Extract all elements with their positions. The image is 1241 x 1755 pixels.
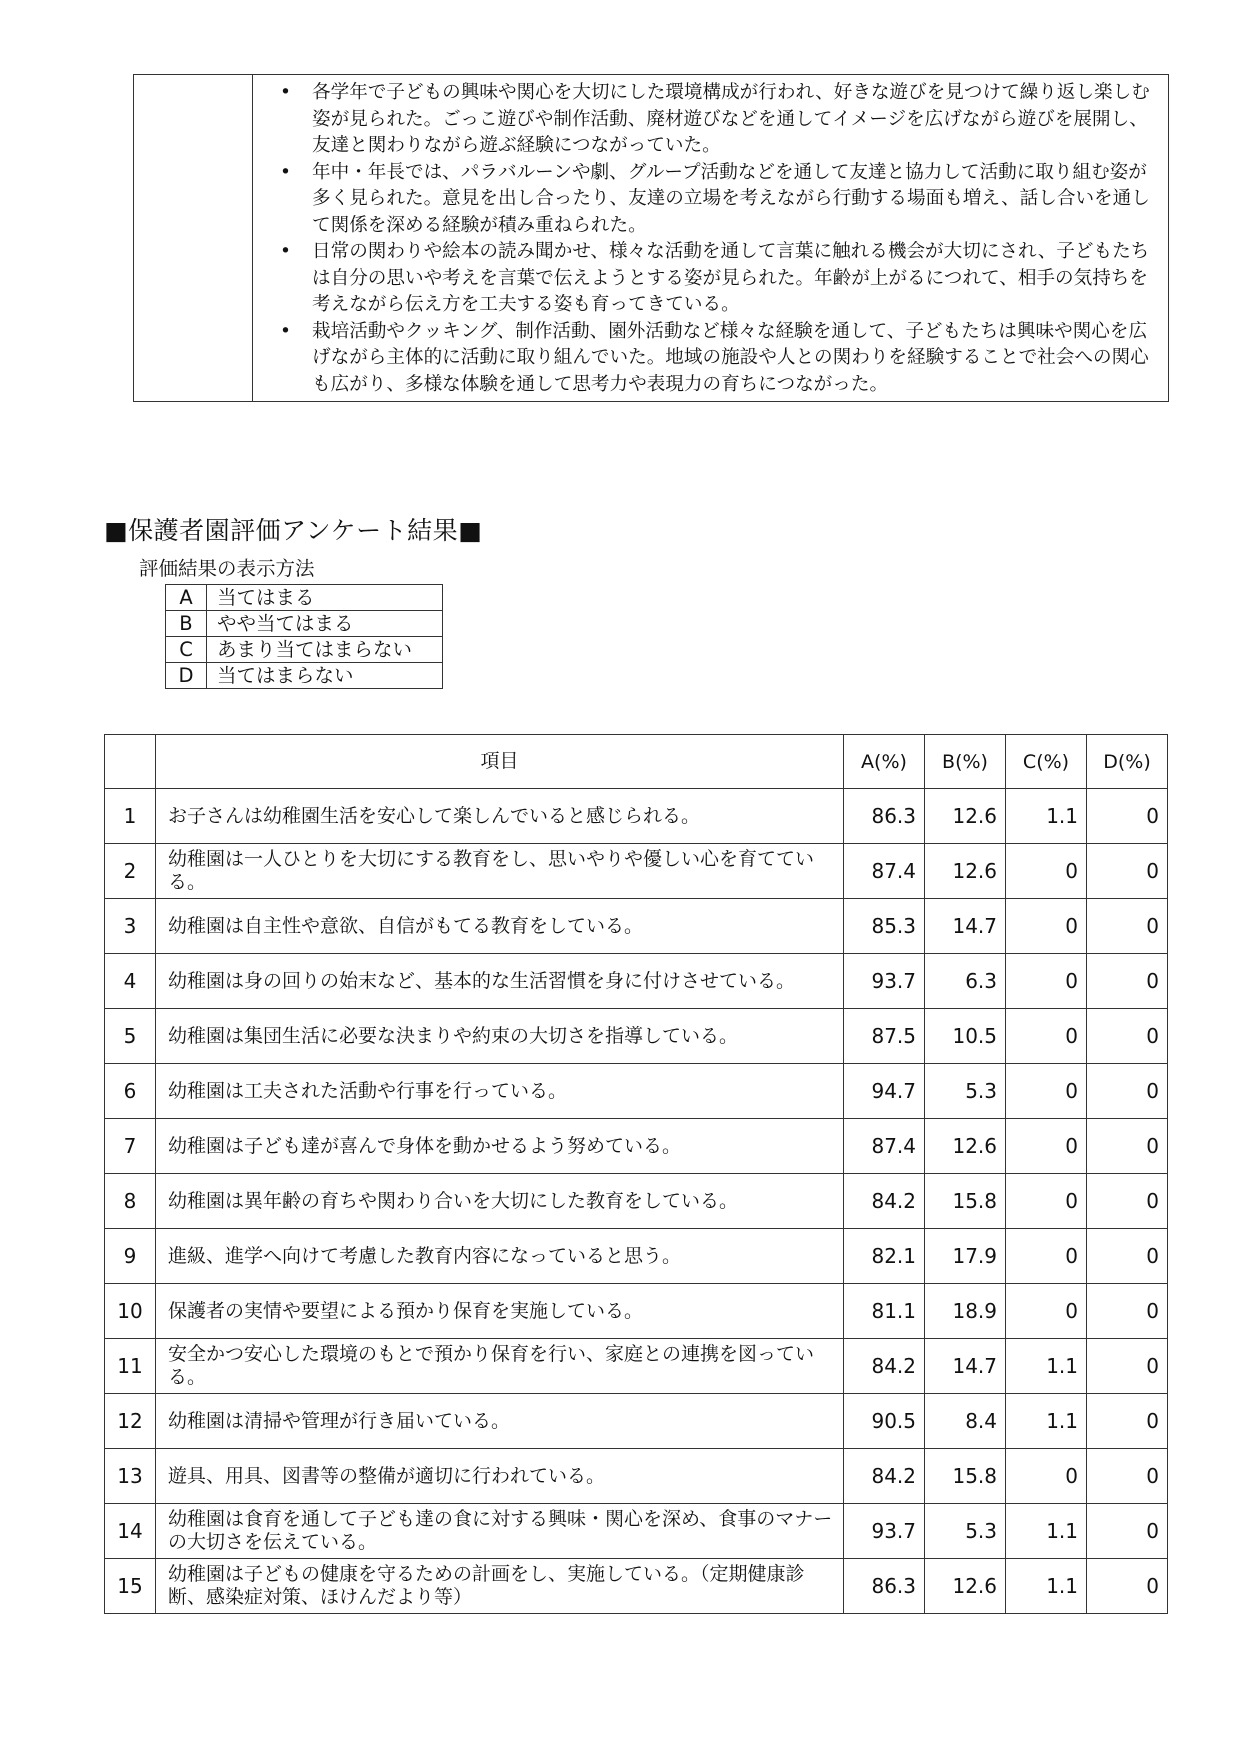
row-d-percent: 0 — [1087, 1119, 1168, 1174]
table-row — [105, 1559, 1168, 1614]
row-d-percent: 0 — [1087, 1009, 1168, 1064]
row-item-text: 幼稚園は食育を通して子ども達の食に対する興味・関心を深め、食事のマナーの大切さを伝えている。 — [156, 1504, 844, 1559]
row-item-text: 安全かつ安心した環境のもとで預かり保育を行い、家庭との連携を図っている。 — [156, 1339, 844, 1394]
legend-row: C あまり当てはまらない — [166, 637, 443, 663]
row-number: 1 — [105, 789, 156, 844]
header-d: D(%) — [1087, 735, 1168, 789]
row-d-percent: 0 — [1087, 1339, 1168, 1394]
row-c-percent: 0 — [1006, 844, 1087, 899]
row-number: 12 — [105, 1394, 156, 1449]
row-b-percent: 8.4 — [925, 1394, 1006, 1449]
row-d-percent: 0 — [1087, 1284, 1168, 1339]
bullet-icon: • — [280, 320, 291, 342]
rating-legend-table — [165, 584, 443, 689]
header-b: B(%) — [925, 735, 1006, 789]
row-a-percent: 94.7 — [844, 1064, 925, 1119]
row-item-text: 幼稚園は一人ひとりを大切にする教育をし、思いやりや優しい心を育てている。 — [156, 844, 844, 899]
row-d-percent: 0 — [1087, 1394, 1168, 1449]
row-d-percent: 0 — [1087, 789, 1168, 844]
row-b-percent: 12.6 — [925, 789, 1006, 844]
row-item-text: 幼稚園は集団生活に必要な決まりや約束の大切さを指導している。 — [156, 1009, 844, 1064]
summary-item: • 栽培活動やクッキング、制作活動、園外活動など様々な経験を通して、子どもたちは興味や関心を広げながら主体的に活動に取り組んでいた。地域の施設や人との関わりを経験することで社会への関心も広がり、多様な体験を通して思考力や表現力の育ちにつながった。 — [280, 320, 1149, 395]
table-row — [105, 1504, 1168, 1559]
legend-row: B やや当てはまる — [166, 611, 443, 637]
table-row — [105, 1174, 1168, 1229]
row-a-percent: 84.2 — [844, 1339, 925, 1394]
row-b-percent: 12.6 — [925, 844, 1006, 899]
row-item-text: 幼稚園は異年齢の育ちや関わり合いを大切にした教育をしている。 — [156, 1174, 844, 1229]
row-c-percent: 0 — [1006, 899, 1087, 954]
summary-bullet-list — [254, 76, 1167, 400]
row-c-percent: 0 — [1006, 1009, 1087, 1064]
row-a-percent: 86.3 — [844, 1559, 925, 1614]
row-a-percent: 82.1 — [844, 1229, 925, 1284]
row-a-percent: 84.2 — [844, 1174, 925, 1229]
header-item: 項目 — [156, 735, 844, 789]
table-row — [105, 844, 1168, 899]
row-a-percent: 81.1 — [844, 1284, 925, 1339]
row-number: 10 — [105, 1284, 156, 1339]
row-b-percent: 15.8 — [925, 1449, 1006, 1504]
row-c-percent: 1.1 — [1006, 1394, 1087, 1449]
row-number: 11 — [105, 1339, 156, 1394]
row-c-percent: 0 — [1006, 1119, 1087, 1174]
row-number: 13 — [105, 1449, 156, 1504]
row-item-text: 幼稚園は自主性や意欲、自信がもてる教育をしている。 — [156, 899, 844, 954]
row-item-text: 遊具、用具、図書等の整備が適切に行われている。 — [156, 1449, 844, 1504]
bullet-icon: • — [280, 241, 291, 262]
table-row — [105, 954, 1168, 1009]
row-c-percent: 1.1 — [1006, 1339, 1087, 1394]
row-d-percent: 0 — [1087, 1449, 1168, 1504]
row-a-percent: 87.4 — [844, 844, 925, 899]
table-row — [105, 1339, 1168, 1394]
row-number: 5 — [105, 1009, 156, 1064]
table-header-row — [105, 735, 1168, 789]
row-a-percent: 90.5 — [844, 1394, 925, 1449]
row-c-percent: 1.1 — [1006, 1504, 1087, 1559]
row-c-percent: 0 — [1006, 1284, 1087, 1339]
row-d-percent: 0 — [1087, 899, 1168, 954]
row-number: 9 — [105, 1229, 156, 1284]
row-a-percent: 93.7 — [844, 1504, 925, 1559]
row-item-text: お子さんは幼稚園生活を安心して楽しんでいると感じられる。 — [156, 789, 844, 844]
row-c-percent: 0 — [1006, 1229, 1087, 1284]
bullet-icon: • — [280, 161, 291, 183]
row-item-text: 幼稚園は子どもの健康を守るための計画をし、実施している。（定期健康診断、感染症対策、ほけんだより等） — [156, 1559, 844, 1614]
table-row — [105, 1394, 1168, 1449]
row-b-percent: 6.3 — [925, 954, 1006, 1009]
activity-summary-table — [133, 74, 1169, 402]
row-number: 4 — [105, 954, 156, 1009]
table-row — [105, 1284, 1168, 1339]
row-d-percent: 0 — [1087, 1559, 1168, 1614]
legend-caption: 評価結果の表示方法 — [139, 557, 315, 580]
row-item-text: 幼稚園は身の回りの始末など、基本的な生活習慣を身に付けさせている。 — [156, 954, 844, 1009]
row-b-percent: 10.5 — [925, 1009, 1006, 1064]
row-d-percent: 0 — [1087, 1064, 1168, 1119]
row-a-percent: 84.2 — [844, 1449, 925, 1504]
row-d-percent: 0 — [1087, 844, 1168, 899]
row-item-text: 幼稚園は清掃や管理が行き届いている。 — [156, 1394, 844, 1449]
row-number: 7 — [105, 1119, 156, 1174]
row-d-percent: 0 — [1087, 1504, 1168, 1559]
row-item-text: 保護者の実情や要望による預かり保育を実施している。 — [156, 1284, 844, 1339]
row-number: 15 — [105, 1559, 156, 1614]
summary-content-cell — [253, 75, 1169, 402]
row-b-percent: 5.3 — [925, 1064, 1006, 1119]
row-a-percent: 85.3 — [844, 899, 925, 954]
row-b-percent: 12.6 — [925, 1119, 1006, 1174]
row-d-percent: 0 — [1087, 954, 1168, 1009]
header-c: C(%) — [1006, 735, 1087, 789]
summary-item: • 各学年で子どもの興味や関心を大切にした環境構成が行われ、好きな遊びを見つけて繰り返し楽しむ姿が見られた。ごっこ遊びや制作活動、廃材遊びなどを通してイメージを広げながら遊びを展開し、友達と関わりながら遊ぶ経験につながっていた。 — [280, 82, 1150, 156]
legend-row: A 当てはまる — [166, 585, 443, 611]
row-c-percent: 0 — [1006, 954, 1087, 1009]
summary-label-cell — [134, 75, 253, 402]
row-c-percent: 1.1 — [1006, 789, 1087, 844]
row-item-text: 幼稚園は工夫された活動や行事を行っている。 — [156, 1064, 844, 1119]
bullet-icon: • — [280, 82, 291, 103]
table-row — [105, 1229, 1168, 1284]
row-b-percent: 18.9 — [925, 1284, 1006, 1339]
section-title: ■保護者園評価アンケート結果■ — [104, 516, 483, 545]
table-body — [105, 789, 1168, 1614]
row-c-percent: 0 — [1006, 1064, 1087, 1119]
table-row — [105, 1119, 1168, 1174]
survey-results-table — [104, 734, 1168, 1614]
row-number: 6 — [105, 1064, 156, 1119]
table-row — [105, 789, 1168, 844]
row-b-percent: 14.7 — [925, 1339, 1006, 1394]
row-c-percent: 0 — [1006, 1174, 1087, 1229]
row-b-percent: 5.3 — [925, 1504, 1006, 1559]
row-d-percent: 0 — [1087, 1174, 1168, 1229]
row-c-percent: 0 — [1006, 1449, 1087, 1504]
row-number: 8 — [105, 1174, 156, 1229]
row-b-percent: 12.6 — [925, 1559, 1006, 1614]
summary-item: • 年中・年長では、パラバルーンや劇、グループ活動などを通して友達と協力して活動に取り組む姿が多く見られた。意見を出し合ったり、友達の立場を考えながら行動する場面も増え、話し合いを通して関係を深める経験が積み重ねられた。 — [280, 161, 1150, 236]
row-number: 2 — [105, 844, 156, 899]
row-item-text: 幼稚園は子ども達が喜んで身体を動かせるよう努めている。 — [156, 1119, 844, 1174]
row-b-percent: 17.9 — [925, 1229, 1006, 1284]
row-a-percent: 87.4 — [844, 1119, 925, 1174]
table-row — [105, 899, 1168, 954]
header-no — [105, 735, 156, 789]
summary-item: • 日常の関わりや絵本の読み聞かせ、様々な活動を通して言葉に触れる機会が大切にされ、子どもたちは自分の思いや考えを言葉で伝えようとする姿が見られた。年齢が上がるにつれて、相手の気持ちを考えながら伝え方を工夫する姿も育ってきている。 — [280, 241, 1150, 315]
row-b-percent: 14.7 — [925, 899, 1006, 954]
row-item-text: 進級、進学へ向けて考慮した教育内容になっていると思う。 — [156, 1229, 844, 1284]
row-a-percent: 87.5 — [844, 1009, 925, 1064]
table-row — [105, 1449, 1168, 1504]
row-b-percent: 15.8 — [925, 1174, 1006, 1229]
header-a: A(%) — [844, 735, 925, 789]
row-number: 3 — [105, 899, 156, 954]
row-a-percent: 93.7 — [844, 954, 925, 1009]
table-row — [105, 1009, 1168, 1064]
row-d-percent: 0 — [1087, 1229, 1168, 1284]
legend-row: D 当てはまらない — [166, 663, 443, 689]
row-number: 14 — [105, 1504, 156, 1559]
row-a-percent: 86.3 — [844, 789, 925, 844]
row-c-percent: 1.1 — [1006, 1559, 1087, 1614]
table-row — [105, 1064, 1168, 1119]
